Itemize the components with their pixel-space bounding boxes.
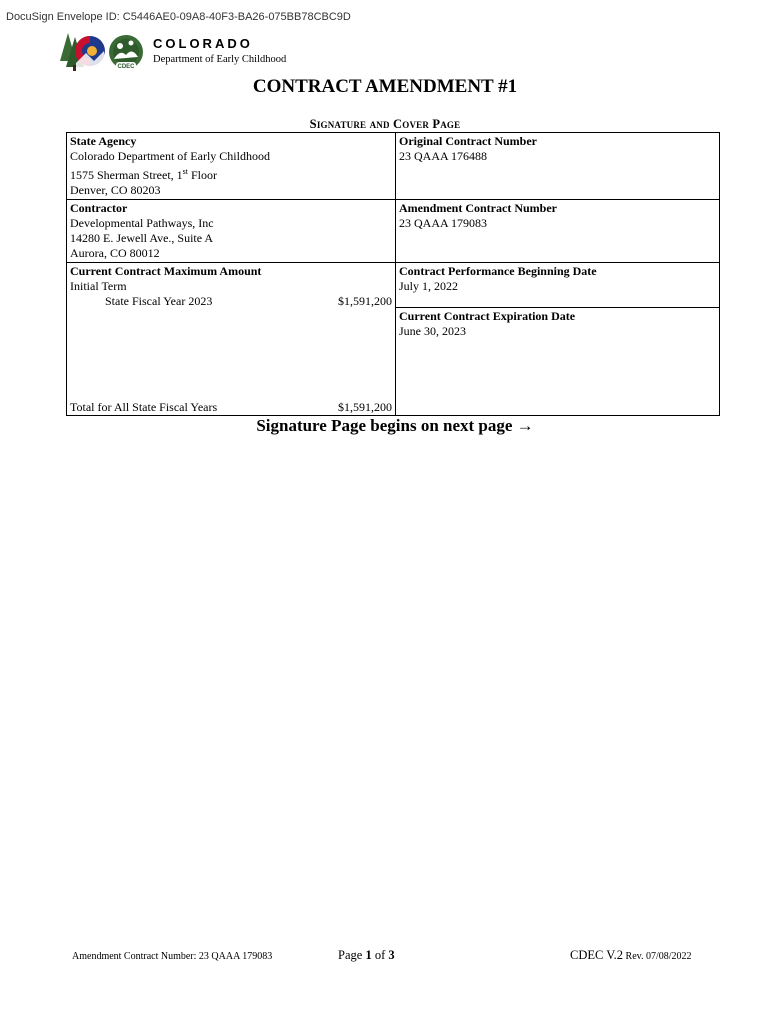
begin-date-label: Contract Performance Beginning Date: [399, 264, 597, 278]
state-agency-street: 1575 Sherman Street, 1st Floor: [70, 167, 218, 182]
document-title: CONTRACT AMENDMENT #1: [252, 76, 518, 97]
docusign-envelope-id: DocuSign Envelope ID: C5446AE0-09A8-40F3-BA26-075BB78CBC9D: [6, 11, 351, 23]
amendment-contract-number: 23 QAAA 179083: [399, 216, 488, 230]
fiscal-year-row: [70, 294, 392, 309]
total-label: Total for All State Fiscal Years: [70, 400, 218, 414]
state-agency-city: Denver, CO 80203: [70, 183, 161, 197]
logo-title: COLORADO: [153, 36, 253, 51]
fiscal-year-label: State Fiscal Year 2023: [105, 294, 213, 308]
begin-date-cell: [396, 263, 720, 308]
state-agency-name: Colorado Department of Early Childhood: [70, 149, 270, 163]
state-agency-label: State Agency: [70, 134, 137, 148]
begin-date-value: July 1, 2022: [399, 279, 459, 293]
total-amount: $1,591,200: [338, 400, 392, 414]
contractor-city: Aurora, CO 80012: [70, 246, 160, 260]
max-amount-cell: [67, 263, 396, 416]
original-contract-number: 23 QAAA 176488: [399, 149, 488, 163]
amendment-contract-label: Amendment Contract Number: [399, 201, 557, 215]
amendment-contract-cell: [396, 200, 720, 263]
original-contract-cell: [396, 133, 720, 200]
document-subtitle: Signature and Cover Page: [309, 117, 461, 131]
footer-page-number: Page 1 of 3: [338, 948, 395, 962]
total-row: [70, 400, 392, 415]
expiration-date-value: June 30, 2023: [399, 324, 466, 338]
contractor-cell: [67, 200, 396, 263]
initial-term-label: Initial Term: [70, 279, 127, 293]
contractor-name: Developmental Pathways, Inc: [70, 216, 214, 230]
logo-badge-text: CDEC: [117, 64, 135, 70]
footer-version: CDEC V.2 Rev. 07/08/2022: [570, 948, 692, 962]
state-agency-cell: [67, 133, 396, 200]
logo-subtitle: Department of Early Childhood: [153, 54, 287, 65]
fiscal-year-amount: $1,591,200: [338, 294, 392, 308]
original-contract-label: Original Contract Number: [399, 134, 537, 148]
next-page-notice: Signature Page begins on next page →: [256, 416, 534, 435]
contractor-street: 14280 E. Jewell Ave., Suite A: [70, 231, 214, 245]
expiration-date-label: Current Contract Expiration Date: [399, 309, 576, 323]
contractor-label: Contractor: [70, 201, 128, 215]
footer-contract-number: Amendment Contract Number: 23 QAAA 179083: [72, 951, 273, 962]
colorado-cdec-logo: [60, 31, 310, 75]
expiration-date-cell: [396, 308, 720, 416]
logo-mark-icon: [60, 31, 150, 75]
max-amount-label: Current Contract Maximum Amount: [70, 264, 262, 278]
cover-table: [66, 132, 720, 416]
